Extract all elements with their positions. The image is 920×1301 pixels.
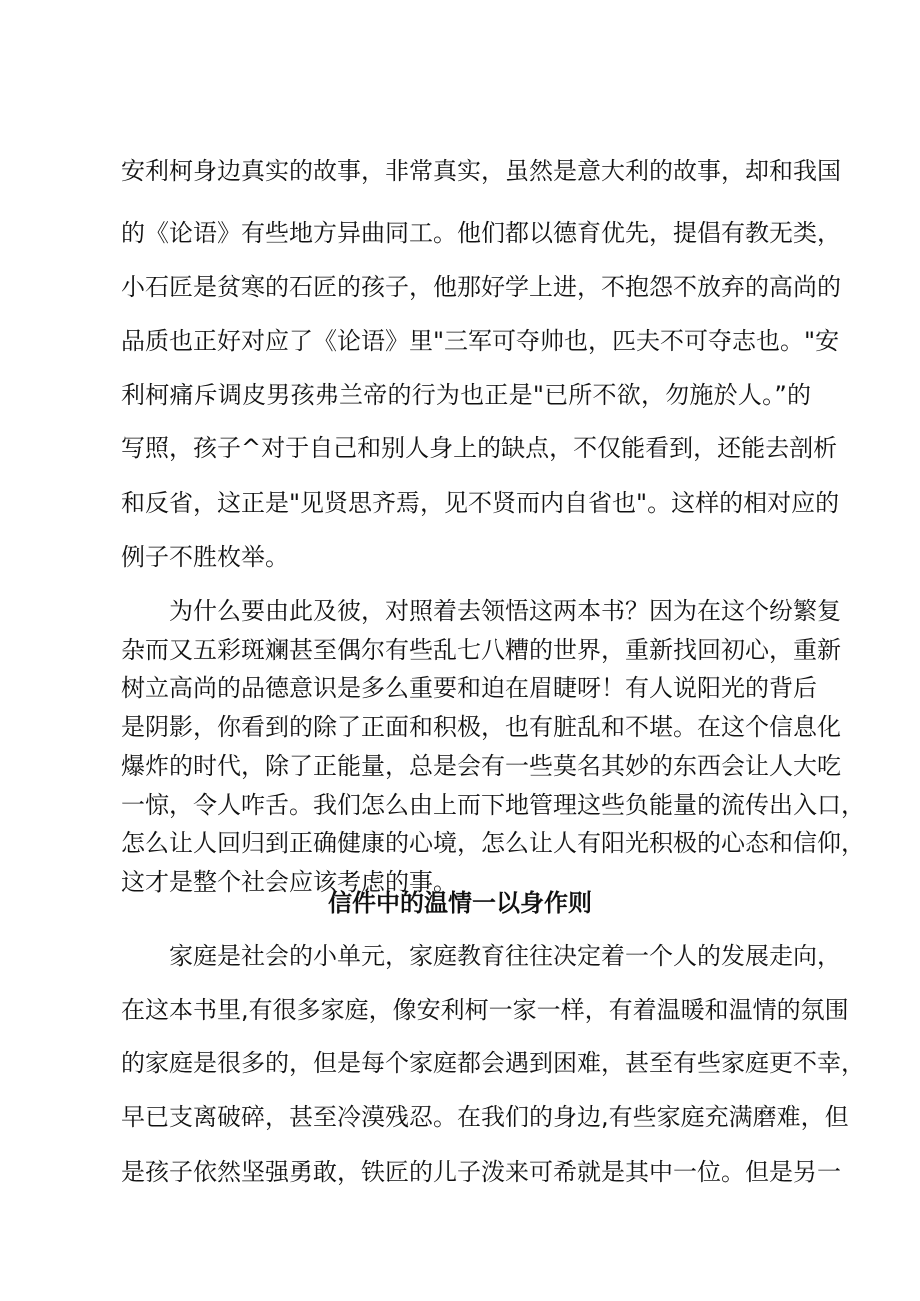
section-heading: 信件中的温情一以身作则 [328,889,592,917]
paragraph-line: 这才是整个社会应该考虑的事。 [121,868,457,896]
paragraph-line: 是阴影，你看到的除了正面和积极，也有脏乱和不堪。在这个信息化 [121,713,841,741]
paragraph-line: 家庭是社会的小单元，家庭教育往往决定着一个人的发展走向， [169,942,841,970]
paragraph-line: 写照，孩子^对于自己和别人身上的缺点，不仅能看到，还能去剖析 [121,434,838,462]
paragraph-line: 树立高尚的品德意识是多么重要和迫在眉睫呀！有人说阳光的背后 [121,674,817,702]
paragraph-line: 为什么要由此及彼，对照着去领悟这两本书？因为在这个纷繁复 [169,597,841,625]
paragraph-line: 利柯痛斥调皮男孩弗兰帝的行为也正是"已所不欲，勿施於人。”的 [121,381,811,409]
paragraph-line: 例子不胜枚举。 [121,543,289,571]
paragraph-line: 在这本书里,有很多家庭，像安利柯一家一样，有着温暖和温情的氛围 [121,996,849,1024]
paragraph-line: 早已支离破碎，甚至冷漠残忍。在我们的身边,有些家庭充满磨难，但 [121,1103,849,1131]
paragraph-line: 品质也正好对应了《论语》里"三军可夺帅也，匹夫不可夺志也。"安 [121,327,840,355]
paragraph-line: 怎么让人回归到正确健康的心境，怎么让人有阳光积极的心态和信仰， [121,829,865,857]
paragraph-line: 杂而又五彩斑斓甚至偶尔有些乱七八糟的世界，重新找回初心，重新 [121,636,841,664]
paragraph-line: 一惊，令人咋舌。我们怎么由上而下地管理这些负能量的流传出入口， [121,791,865,819]
paragraph-line: 的家庭是很多的，但是每个家庭都会遇到困难，甚至有些家庭更不幸， [121,1049,865,1077]
paragraph-line: 小石匠是贫寒的石匠的孩子，他那好学上进，不抱怨不放弃的高尚的 [121,273,841,301]
paragraph-line: 是孩子依然坚强勇敢，铁匠的儿子泼来可希就是其中一位。但是另一 [121,1158,841,1186]
paragraph-line: 和反省，这正是"见贤思齐焉，见不贤而内自省也"。这样的相对应的 [121,489,840,517]
paragraph-line: 的《论语》有些地方异曲同工。他们都以德育优先，提倡有教无类， [121,219,841,247]
paragraph-line: 爆炸的时代，除了正能量，总是会有一些莫名其妙的东西会让人大吃 [121,752,841,780]
paragraph-line: 安利柯身边真实的故事，非常真实，虽然是意大利的故事，却和我国 [121,157,841,185]
